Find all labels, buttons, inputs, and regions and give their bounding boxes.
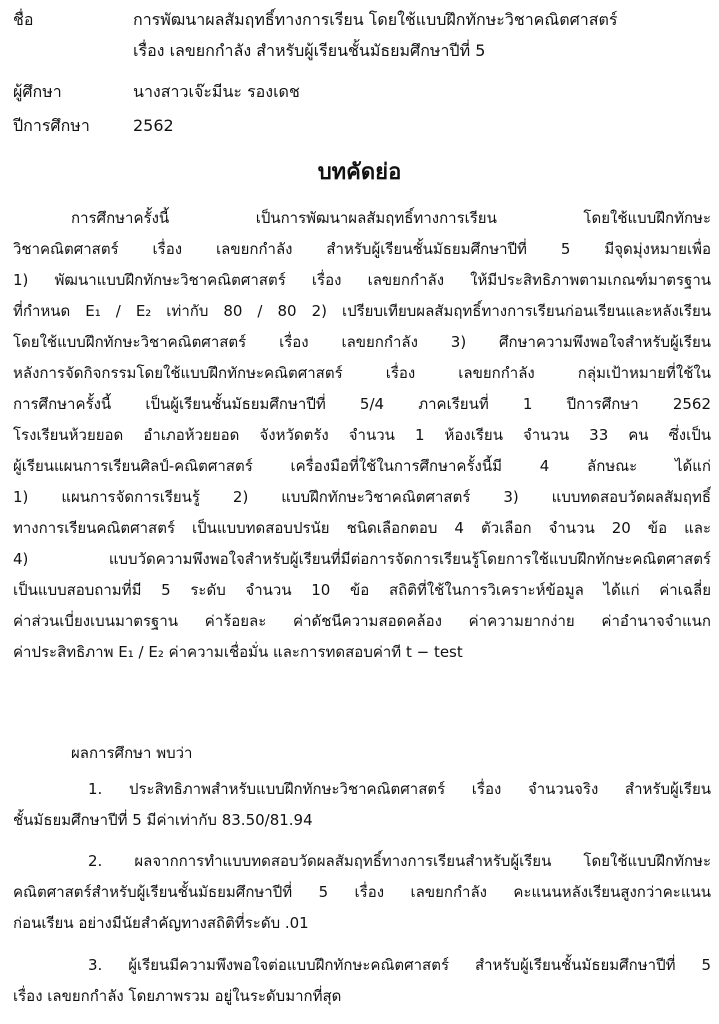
result-1-line: 1. ประสิทธิภาพสำหรับแบบฝึกทักษะวิชาคณิตศาสตร์ เรื่อง จำนวนจริง สำหรับผู้เรียน (88, 780, 711, 798)
result-item-2 (13, 846, 711, 939)
results-heading: ผลการศึกษา พบว่า (71, 744, 193, 762)
name-value (133, 4, 618, 66)
abstract-line: การศึกษาครั้งนี้ เป็นผู้เรียนชั้นมัธยมศึกษาปีที่ 5/4 ภาคเรียนที่ 1 ปีการศึกษา 2562 (13, 395, 711, 413)
abstract-line: 1) แผนการจัดการเรียนรู้ 2) แบบฝึกทักษะวิชาคณิตศาสตร์ 3) แบบทดสอบวัดผลสัมฤทธิ์ (13, 488, 711, 506)
abstract-line: วิชาคณิตศาสตร์ เรื่อง เลขยกกำลัง สำหรับผู้เรียนชั้นมัธยมศึกษาปีที่ 5 มีจุดมุ่งหมายเพื่อ (13, 240, 711, 258)
abstract-line: โดยใช้แบบฝึกทักษะวิชาคณิตศาสตร์ เรื่อง เลขยกกำลัง 3) ศึกษาความพึงพอใจสำหรับผู้เรียน (13, 333, 711, 351)
result-3-line: 3. ผู้เรียนมีความพึงพอใจต่อแบบฝึกทักษะคณิตศาสตร์ สำหรับผู้เรียนชั้นมัธยมศึกษาปีที่ 5 (88, 956, 711, 974)
abstract-line: ทางการเรียนคณิตศาสตร์ เป็นแบบทดสอบปรนัย ชนิดเลือกตอบ 4 ตัวเลือก จำนวน 20 ข้อ และ (13, 519, 711, 537)
result-2-line: ก่อนเรียน อย่างมีนัยสำคัญทางสถิติที่ระดับ .01 (13, 914, 309, 932)
author-label: ผู้ศึกษา (13, 82, 62, 101)
abstract-line: ค่าประสิทธิภาพ E₁ / E₂ ค่าความเชื่อมั่น และการทดสอบค่าที t − test (13, 643, 463, 661)
abstract-line: 1) พัฒนาแบบฝึกทักษะวิชาคณิตศาสตร์ เรื่อง เลขยกกำลัง ให้มีประสิทธิภาพตามเกณฑ์มาตรฐาน (13, 271, 711, 289)
abstract-line: ที่กำหนด E₁ / E₂ เท่ากับ 80 / 80 2) เปรียบเทียบผลสัมฤทธิ์ทางการเรียนก่อนเรียนและหลังเรียน (13, 302, 711, 320)
result-item-1 (13, 774, 711, 836)
abstract-line: การศึกษาครั้งนี้ เป็นการพัฒนาผลสัมฤทธิ์ทางการเรียน โดยใช้แบบฝึกทักษะ (71, 209, 711, 227)
year-label: ปีการศึกษา (13, 116, 90, 135)
abstract-line: ค่าส่วนเบี่ยงเบนมาตรฐาน ค่าร้อยละ ค่าดัชนีความสอดคล้อง ค่าความยากง่าย ค่าอำนาจจำแนก (13, 612, 711, 630)
abstract-paragraph (13, 203, 711, 668)
author-value: นางสาวเจ๊ะมีนะ รองเดช (133, 82, 300, 101)
result-1-line: ชั้นมัธยมศึกษาปีที่ 5 มีค่าเท่ากับ 83.50/81.94 (13, 811, 313, 829)
abstract-line: 4) แบบวัดความพึงพอใจสำหรับผู้เรียนที่มีต่อการจัดการเรียนรู้โดยการใช้แบบฝึกทักษะคณิตศาสตร์ (13, 550, 711, 568)
results-section (13, 738, 711, 769)
result-2-line: คณิตศาสตร์สำหรับผู้เรียนชั้นมัธยมศึกษาปีที่ 5 เรื่อง เลขยกกำลัง คะแนนหลังเรียนสูงกว่าคะแนน (13, 883, 711, 901)
year-value: 2562 (133, 116, 174, 135)
result-item-3 (13, 950, 711, 1012)
abstract-line: โรงเรียนห้วยยอด อำเภอห้วยยอด จังหวัดตรัง จำนวน 1 ห้องเรียน จำนวน 33 คน ซึ่งเป็น (13, 426, 711, 444)
name-label: ชื่อ (13, 10, 34, 29)
abstract-line: เป็นแบบสอบถามที่มี 5 ระดับ จำนวน 10 ข้อ สถิติที่ใช้ในการวิเคราะห์ข้อมูล ได้แก่ ค่าเฉลี่ย (13, 581, 711, 599)
abstract-line: ผู้เรียนแผนการเรียนศิลป์-คณิตศาสตร์ เครื่องมือที่ใช้ในการศึกษาครั้งนี้มี 4 ลักษณะ ได้แก่ (13, 457, 711, 475)
result-3-line: เรื่อง เลขยกกำลัง โดยภาพรวม อยู่ในระดับมากที่สุด (13, 987, 342, 1005)
abstract-title: บทคัดย่อ (317, 160, 402, 185)
abstract-line: หลังการจัดกิจกรรมโดยใช้แบบฝึกทักษะคณิตศาสตร์ เรื่อง เลขยกกำลัง กลุ่มเป้าหมายที่ใช้ใน (13, 364, 711, 382)
name-value-line-2: เรื่อง เลขยกกำลัง สำหรับผู้เรียนชั้นมัธยมศึกษาปีที่ 5 (133, 41, 486, 60)
name-value-line-1: การพัฒนาผลสัมฤทธิ์ทางการเรียน โดยใช้แบบฝึกทักษะวิชาคณิตศาสตร์ (133, 10, 618, 29)
result-2-line: 2. ผลจากการทำแบบทดสอบวัดผลสัมฤทธิ์ทางการเรียนสำหรับผู้เรียน โดยใช้แบบฝึกทักษะ (88, 852, 711, 870)
